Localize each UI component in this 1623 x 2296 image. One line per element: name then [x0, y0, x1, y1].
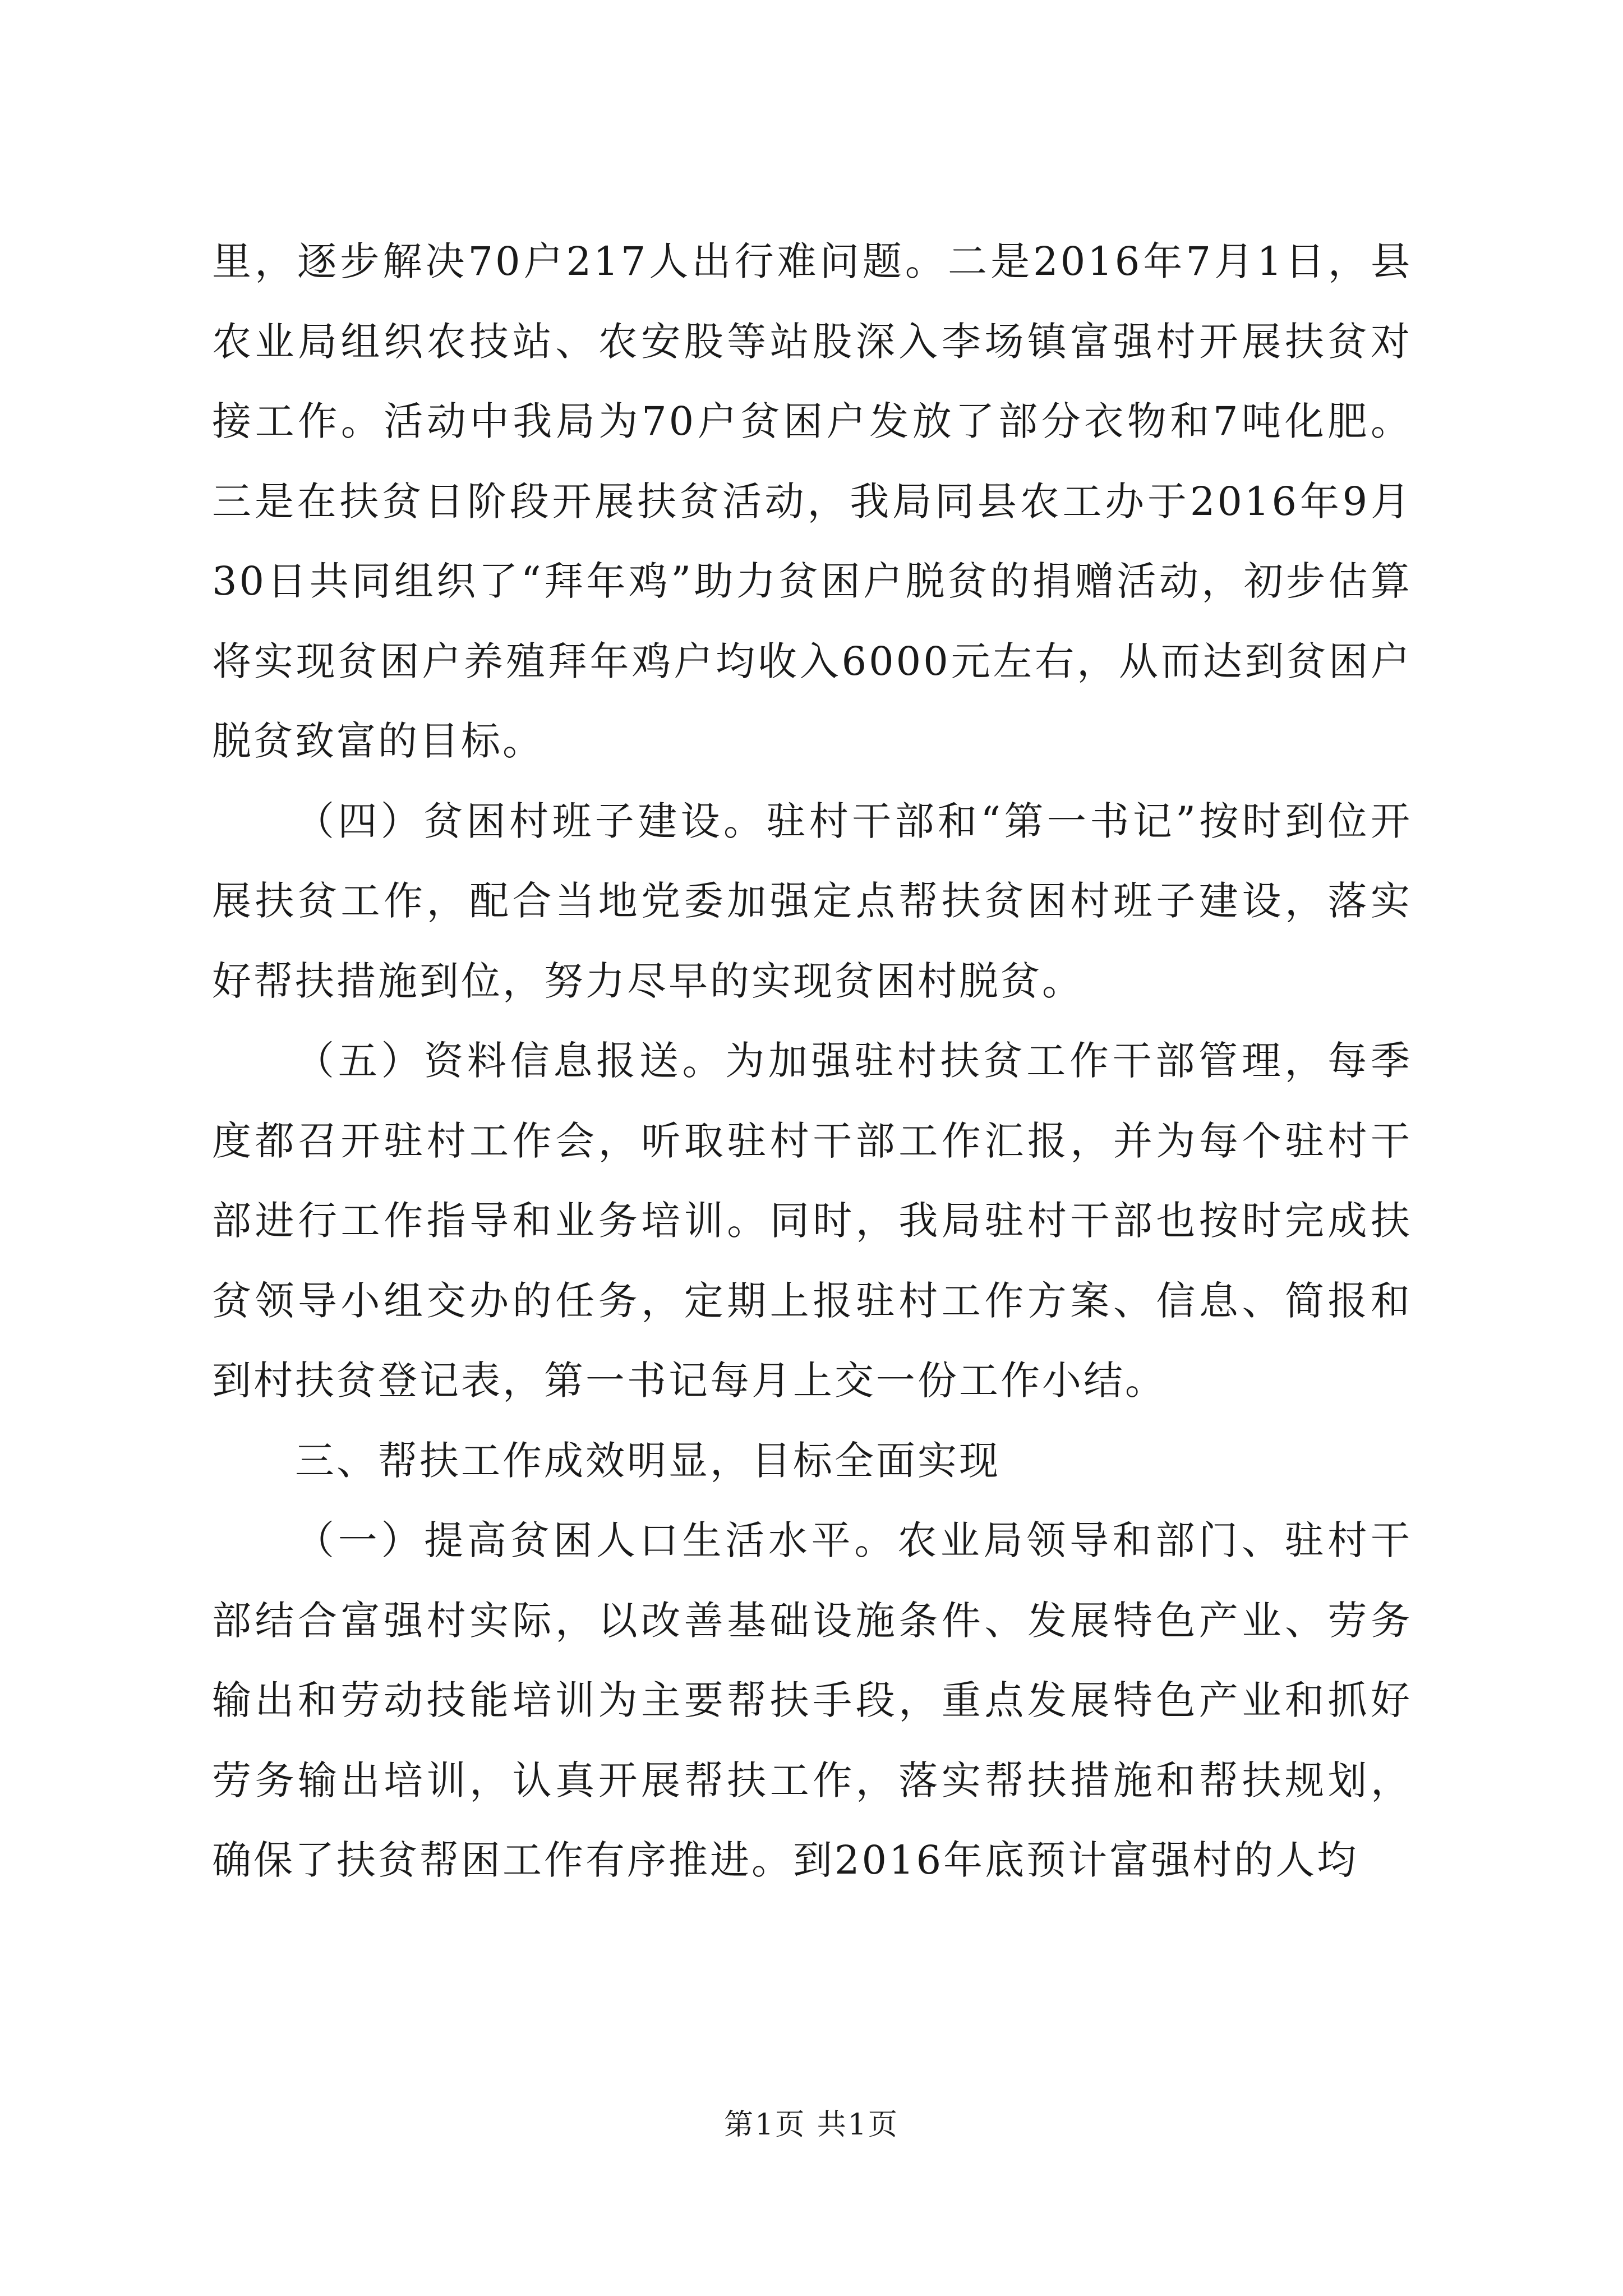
page-footer: 第1页 共1页: [724, 2108, 899, 2142]
paragraph-section-five: （五）资料信息报送。为加强驻村扶贫工作干部管理，每季度都召开驻村工作会，听取驻村干部工作汇报，并为每个驻村干部进行工作指导和业务培训。同时，我局驻村干部也按时完成扶贫领导小组交办的任务，定期上报驻村工作方案、信息、简报和到村扶贫登记表，第一书记每月上交一份工作小结。: [212, 1038, 1412, 1404]
paragraph-subsection-one: （一）提高贫困人口生活水平。农业局领导和部门、驻村干部结合富强村实际，以改善基础设施条件、发展特色产业、劳务输出和劳动技能培训为主要帮扶手段，重点发展特色产业和抓好劳务输出培训，认真开展帮扶工作，落实帮扶措施和帮扶规划，确保了扶贫帮困工作有序推进。到2016年底预计富强村的人均: [212, 1517, 1412, 1883]
paragraph-continuation: 里，逐步解决70户217人出行难问题。二是2016年7月1日，县农业局组织农技站、农安股等站股深入李场镇富强村开展扶贫对接工作。活动中我局为70户贫困户发放了部分衣物和7吨化肥。三是在扶贫日阶段开展扶贫活动，我局同县农工办于2016年9月30日共同组织了“拜年鸡”助力贫困户脱贫的捐赠活动，初步估算将实现贫困户养殖拜年鸡户均收入6000元左右，从而达到贫困户脱贫致富的目标。: [212, 238, 1412, 764]
paragraph-section-four: （四）贫困村班子建设。驻村干部和“第一书记”按时到位开展扶贫工作，配合当地党委加强定点帮扶贫困村班子建设，落实好帮扶措施到位，努力尽早的实现贫困村脱贫。: [212, 798, 1412, 1004]
section-heading-three: 三、帮扶工作成效明显，目标全面实现: [295, 1437, 1000, 1484]
document-body: [212, 222, 1412, 1901]
